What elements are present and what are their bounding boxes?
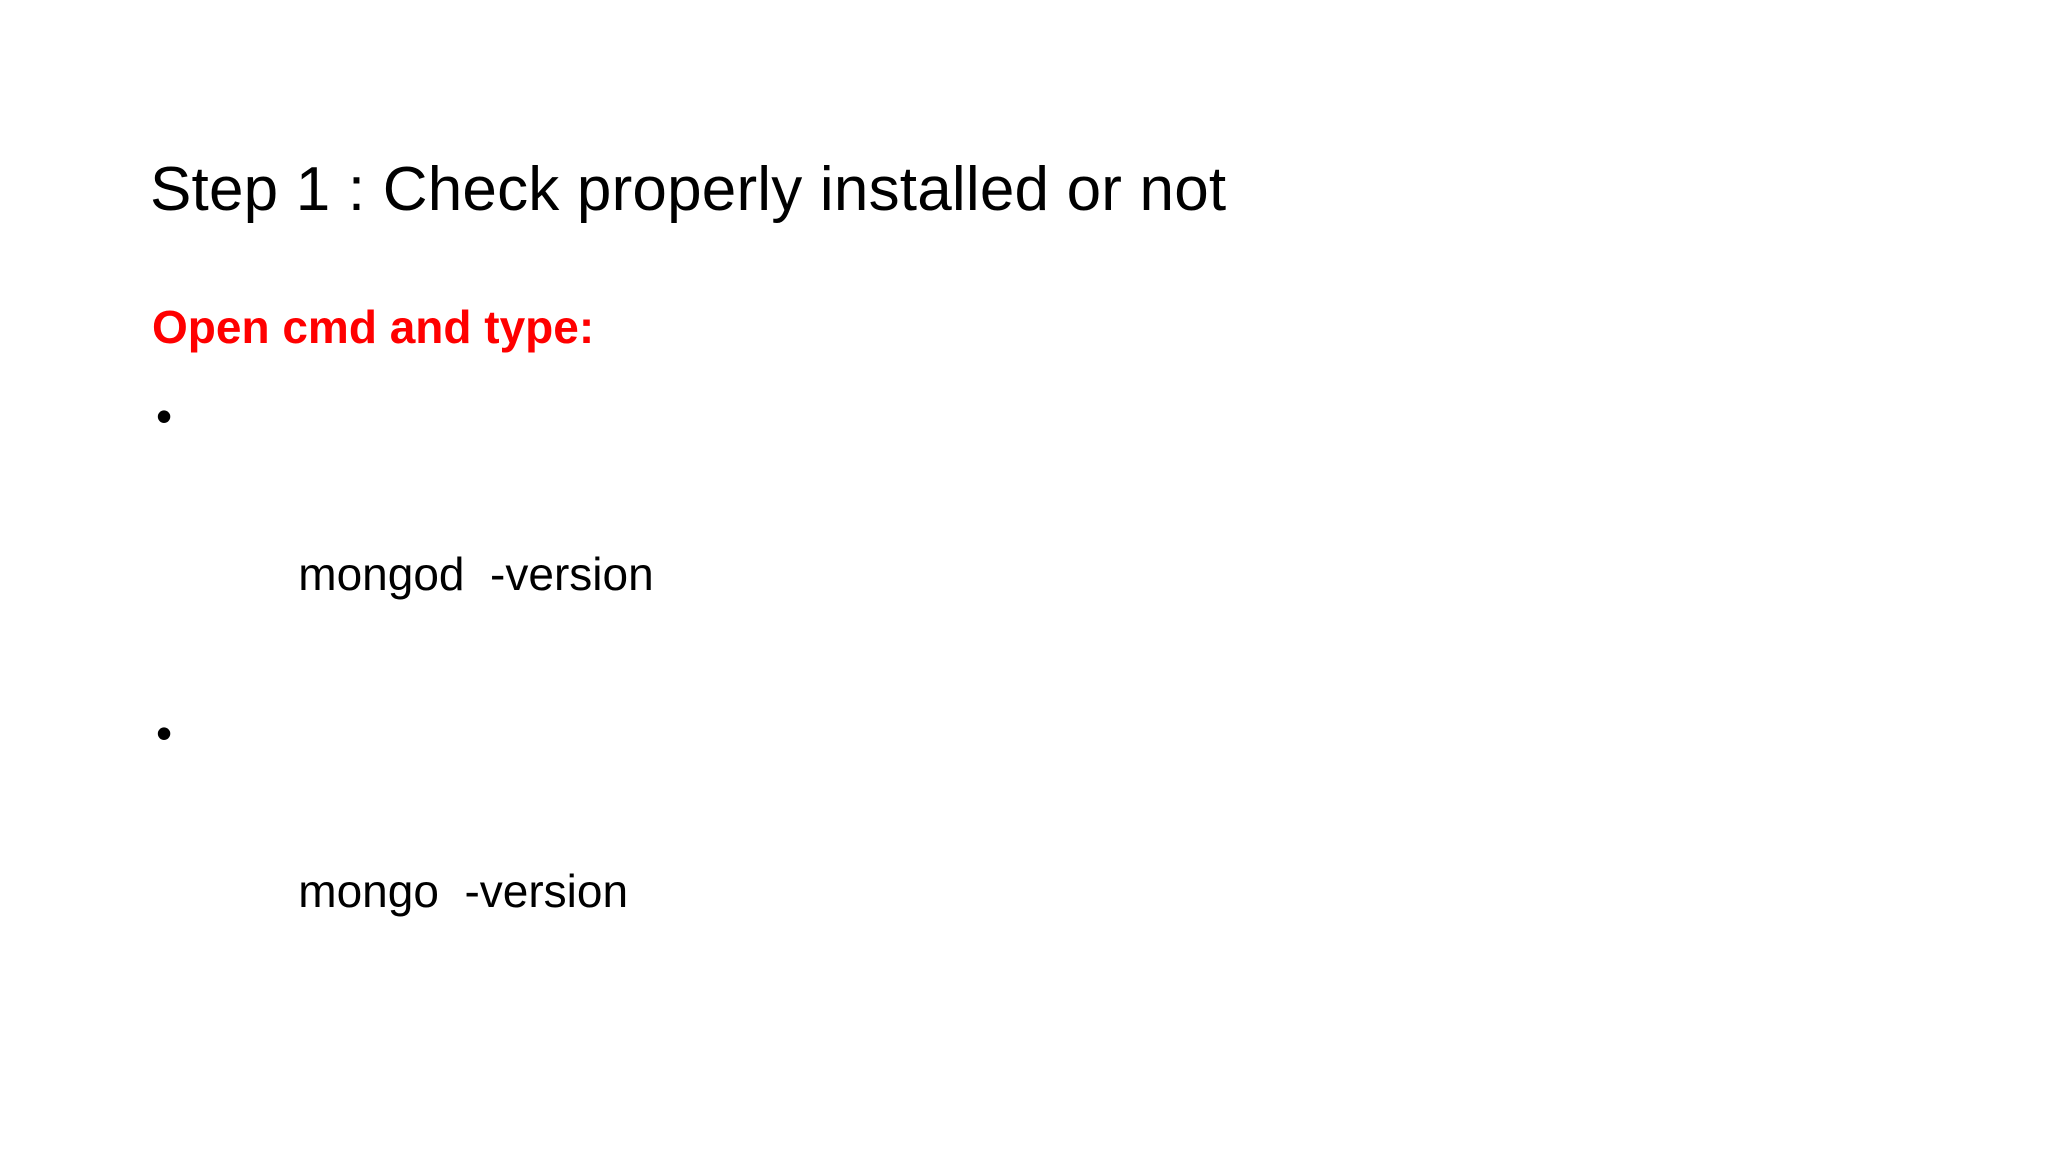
instruction-heading: Open cmd and type: bbox=[152, 301, 595, 353]
bullet-dot-icon: • bbox=[156, 706, 173, 759]
slide-body bbox=[152, 300, 1852, 1010]
page-title: Step 1 : Check properly installed or not bbox=[150, 154, 1227, 224]
list-item-label: mongod -version bbox=[298, 548, 654, 601]
command-list bbox=[152, 377, 1852, 1010]
list-item bbox=[152, 377, 1852, 693]
list-item-label: mongo -version bbox=[298, 864, 629, 917]
list-item bbox=[152, 694, 1852, 1010]
bullet-dot-icon: • bbox=[156, 390, 173, 443]
